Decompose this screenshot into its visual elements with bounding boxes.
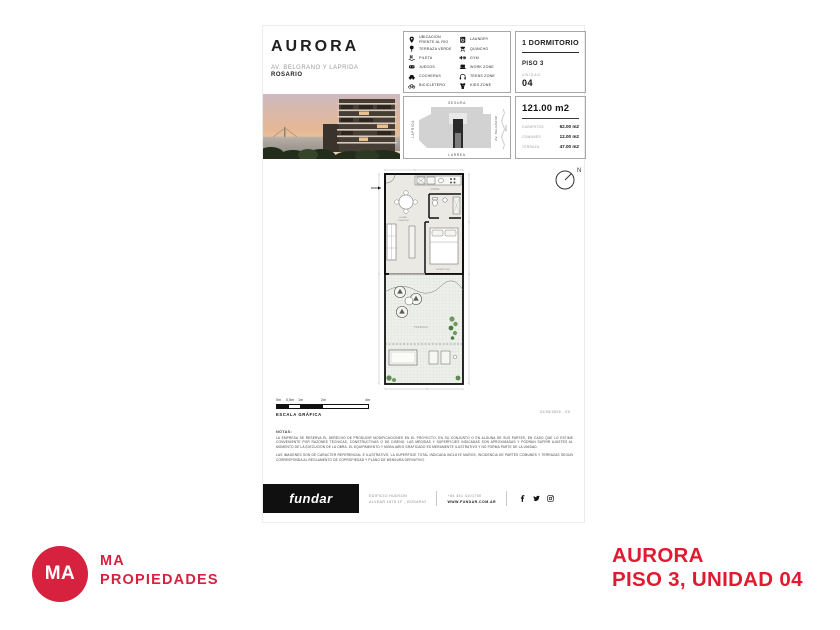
area-value: 12.00 m2: [559, 134, 579, 139]
laptop-icon: [459, 63, 467, 71]
scale-tick-label: 2m: [321, 398, 326, 402]
plan-version: 01/03/2025 - V0: [539, 410, 570, 414]
games-icon: [408, 63, 416, 71]
website: WWW.FUNDAR.COM.AR: [447, 499, 496, 504]
floor-plan: [369, 166, 479, 396]
terrace-label: TERRAZA: [413, 326, 429, 329]
amenity-item: [408, 53, 457, 62]
entry-arrow: [371, 186, 381, 189]
toy-icon: [459, 81, 467, 89]
area-value: 62.00 m2: [559, 124, 579, 129]
street-label-bottom: LARREA: [448, 153, 466, 157]
scale-bar: [276, 398, 396, 417]
notes-paragraph-1: LA EMPRESA SE RESERVA EL DERECHO DE PRODUCIR MODIFICACIONES EN EL PROYECTO, EN SU CONJUNTO O EN ALGUNA DE SUS PARTES, EN CASO QUE LO ESTIME CONVENIENTE POR RAZONES TECNICAS, CONSTRUCTIVAS O DE DISENO. LAS MEDIDAS Y SUPERFICIES INDICADAS SON APROXIMADAS Y PODRAN SUFRIR AJUSTES AL MOMENTO DE LA EJECUCION DE LA OBRA. EL EQUIPAMIENTO Y MOBILIARIO GRAFICADO ES MERAMENTE ILUSTRATIVO Y NO FORMA PARTE DE LA UNIDAD.: [276, 435, 573, 450]
location-pin-icon: [408, 36, 416, 44]
area-row: [522, 134, 579, 139]
north-label: N: [577, 168, 582, 174]
notes-section: [276, 430, 573, 466]
gym-icon: [459, 54, 467, 62]
unit-label: UNIDAD: [522, 73, 541, 77]
building-address: AV. BELGRANO Y LAPRIDA: [271, 65, 359, 71]
grill-icon: [459, 45, 467, 53]
notes-title: NOTAS:: [276, 430, 293, 434]
area-row: [522, 124, 579, 129]
ma-logo-initials: MA: [44, 563, 76, 584]
amenity-label: GYM: [470, 55, 479, 60]
listing-title: [612, 544, 803, 591]
area-value: 47.00 m2: [559, 144, 579, 149]
tree-icon: [408, 45, 416, 53]
laundry-icon: [459, 36, 467, 44]
headphones-icon: [459, 72, 467, 80]
amenity-label: PILETA: [419, 55, 433, 60]
building-city: ROSARIO: [271, 72, 303, 78]
living-label-2: COMEDOR: [397, 220, 409, 222]
kitchen: [415, 176, 461, 185]
amenities-box: [403, 31, 511, 93]
fundar-logo: fundar: [263, 484, 359, 513]
total-area: 121.00 m2: [522, 103, 579, 119]
amenity-label: TERRAZA VERDE: [419, 46, 452, 51]
amenities-column-2: [459, 35, 508, 90]
amenity-item: [459, 35, 508, 44]
area-row: [522, 144, 579, 149]
unit-box: [515, 31, 586, 93]
amenity-label: WORK ZONE: [470, 65, 494, 69]
instagram-icon: [547, 495, 554, 502]
pool-icon: [408, 54, 416, 62]
amenities-column-1: [408, 35, 457, 90]
footer-info: [359, 484, 586, 513]
area-label: COMUNES: [522, 135, 541, 139]
scale-tick-label: 1m: [298, 398, 303, 402]
building-photo: [263, 94, 400, 159]
ma-wordmark: [100, 553, 219, 588]
amenity-item: [459, 53, 508, 62]
amenity-label: UBICACION FRENTE AL RIO: [419, 35, 449, 44]
amenity-label: KIDS ZONE: [470, 83, 492, 88]
car-icon: [408, 72, 416, 80]
amenity-item: [408, 44, 457, 53]
amenity-label: COCHERAS: [419, 74, 441, 79]
amenity-item: [459, 63, 508, 72]
street-label-top: SEGURA: [448, 101, 466, 105]
scale-tick-label: 0,5m: [286, 398, 294, 402]
unit-number: 04: [522, 78, 534, 88]
scale-bar-graphic: [276, 404, 369, 409]
amenity-item: [408, 81, 457, 90]
bedroom-label: DORMITORIO: [435, 269, 451, 271]
amenity-label: QUINCHO: [470, 46, 489, 51]
building-title: AURORA: [271, 38, 360, 55]
phone-number: +54 341 4101700: [447, 493, 482, 498]
amenity-label: TEENS ZONE: [470, 74, 495, 79]
areas-box: [515, 96, 586, 159]
twitter-icon: [533, 495, 540, 502]
amenity-item: [459, 81, 508, 90]
facebook-icon: [519, 495, 526, 502]
scale-tick-label: 4m: [365, 398, 370, 402]
bicycle-icon: [408, 81, 416, 89]
ma-wordmark-line2: PROPIEDADES: [100, 572, 219, 588]
flyer-footer: [263, 484, 586, 513]
river-label: RIO: [504, 124, 508, 132]
office-building: EDIFICIO HUDSON: [369, 493, 408, 498]
office-street: ALVEAR 1670 1F - ROSARIO: [369, 499, 427, 504]
contact-block: [447, 494, 496, 504]
area-label: CUBIERTOS: [522, 125, 544, 129]
amenity-item: [459, 72, 508, 81]
amenity-label: LAUNDRY: [470, 37, 489, 42]
amenity-item: [408, 72, 457, 81]
scale-tick-labels: [276, 398, 396, 403]
office-address: [369, 494, 426, 504]
footer-divider: [506, 491, 507, 506]
scale-caption: ESCALA GRÁFICA: [276, 412, 322, 417]
north-compass-icon: [551, 164, 585, 194]
ma-wordmark-line1: MA: [100, 553, 125, 569]
amenity-item: [408, 35, 457, 44]
scale-tick-label: 0m: [276, 398, 281, 402]
living-label-1: ESTAR: [399, 217, 407, 219]
amenity-label: JUEGOS: [419, 65, 435, 69]
area-label: TERRAZA: [522, 145, 540, 149]
amenity-label: BICICLETERO: [419, 83, 446, 88]
unit-type: 1 DORMITORIO: [522, 38, 579, 53]
flyer-sheet: [262, 25, 585, 523]
social-icons: [519, 495, 554, 502]
kitchen-label: COCINA: [430, 189, 440, 191]
street-label-right: AV. BELGRANO: [494, 115, 498, 141]
listing-title-line2: PISO 3, UNIDAD 04: [612, 567, 803, 591]
site-map: [403, 96, 511, 159]
flyer-header: [271, 32, 399, 92]
ma-logo: [32, 546, 88, 602]
street-label-left: LAPRIDA: [411, 120, 415, 138]
area-rows: [522, 124, 579, 149]
unit-floor: PISO 3: [522, 61, 544, 67]
notes-paragraph-2: LAS IMAGENES SON DE CARACTER REFERENCIAL E ILUSTRATIVO. LA SUPERFICIE TOTAL INDICADA INCLUYE MUROS, INCIDENCIA DE PARTES COMUNES Y TERRAZAS SEGUN CORRESPONDA AL REGLAMENTO DE COPROPIEDAD Y PLANO DE MENSURA DEFINITIVO.: [276, 453, 573, 463]
amenity-item: [459, 44, 508, 53]
footer-divider: [436, 491, 437, 506]
listing-title-line1: AURORA: [612, 544, 704, 567]
sliding-door: [389, 273, 425, 274]
amenity-item: [408, 63, 457, 72]
